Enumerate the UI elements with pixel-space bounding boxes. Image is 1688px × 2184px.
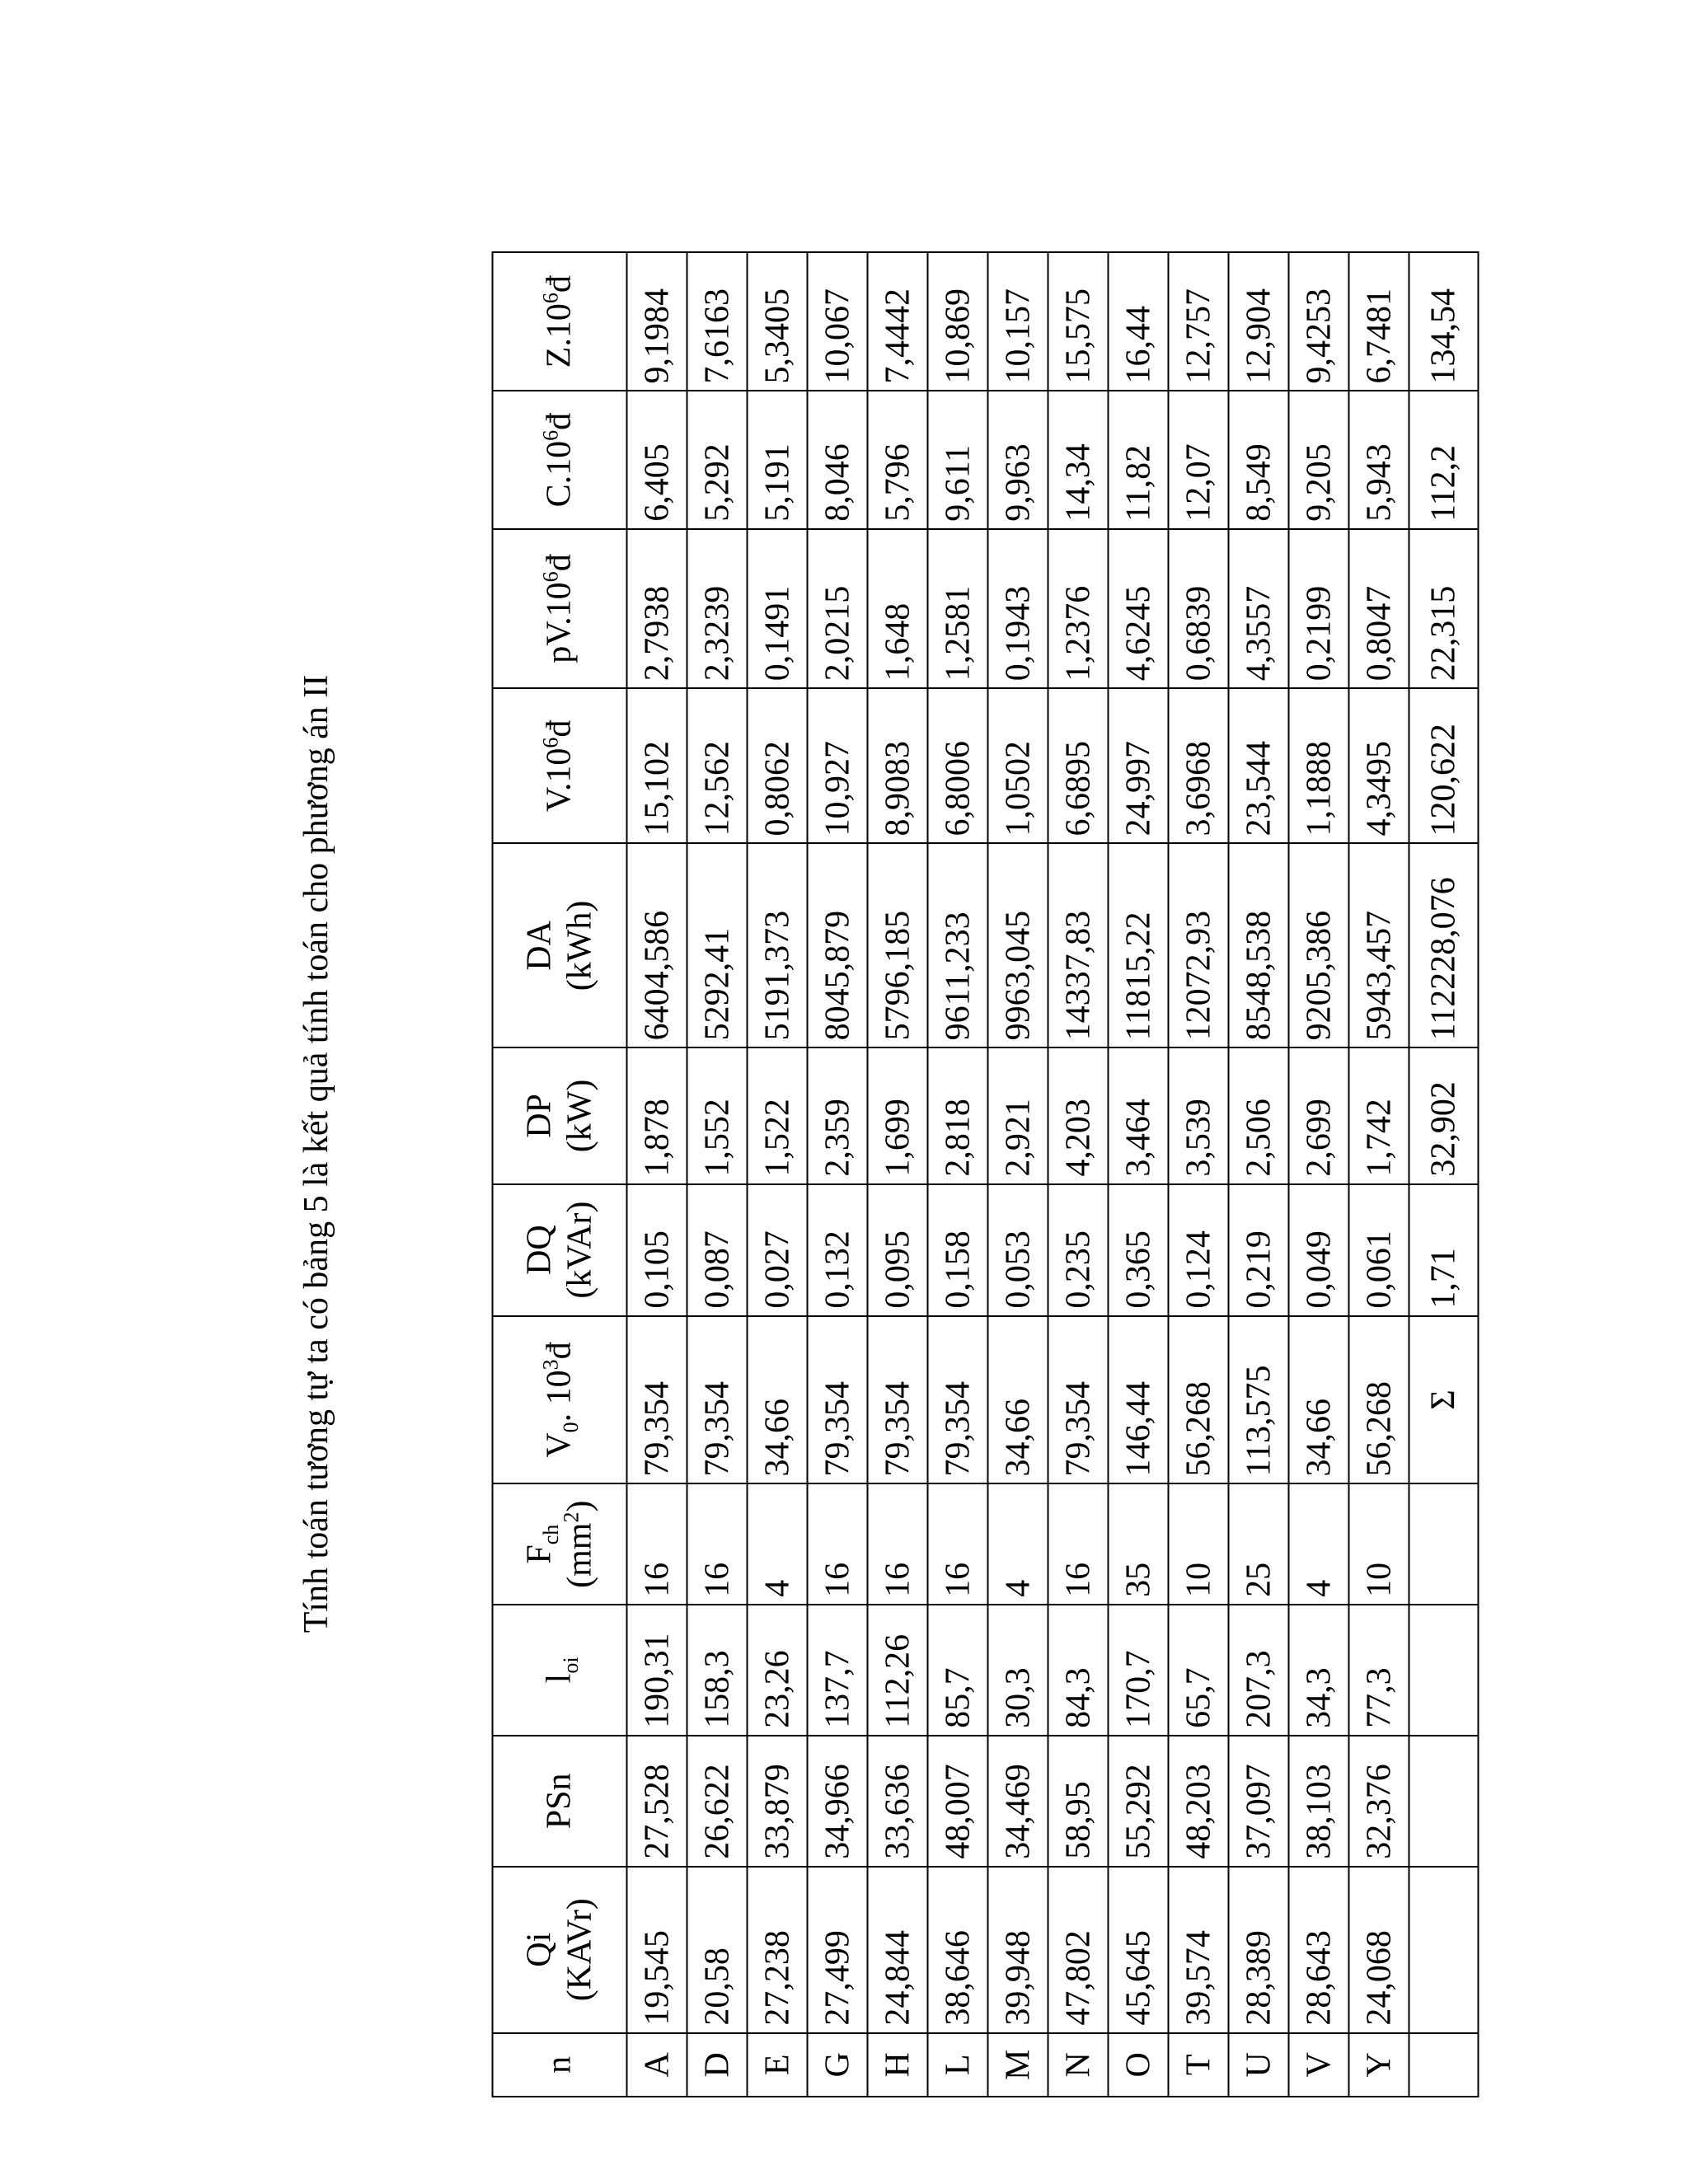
total-cell-v0: Σ <box>1409 1316 1479 1484</box>
cell-dp: 2,359 <box>808 1047 868 1183</box>
cell-dp: 2,818 <box>928 1047 988 1183</box>
cell-qi: 39,574 <box>1169 1867 1229 2033</box>
cell-v: 23,544 <box>1229 688 1289 843</box>
cell-fch: 16 <box>928 1483 988 1604</box>
cell-v0: 79,354 <box>627 1316 687 1484</box>
total-cell-dp: 32,902 <box>1409 1047 1479 1183</box>
table-row <box>868 252 928 2097</box>
cell-v: 24,997 <box>1109 688 1169 843</box>
cell-psn: 26,622 <box>687 1736 748 1867</box>
cell-dq: 0,049 <box>1289 1184 1349 1316</box>
table-caption: Tính toán tương tự ta có bảng 5 là kết quả tính toán cho phương án II <box>298 674 335 1633</box>
cell-fch: 35 <box>1109 1483 1169 1604</box>
cell-pv: 0,1943 <box>988 529 1048 688</box>
cell-da: 5292,41 <box>687 843 748 1047</box>
table-row <box>1289 252 1349 2097</box>
cell-pv: 0,8047 <box>1349 529 1409 688</box>
cell-c: 8,549 <box>1229 391 1289 528</box>
cell-dq: 0,087 <box>687 1184 748 1316</box>
cell-c: 12,07 <box>1169 391 1229 528</box>
cell-z: 10,869 <box>928 252 988 391</box>
table-row <box>1169 252 1229 2097</box>
cell-qi: 39,948 <box>988 1867 1048 2033</box>
cell-dp: 2,506 <box>1229 1047 1289 1183</box>
cell-da: 5943,457 <box>1349 843 1409 1047</box>
cell-qi: 27,238 <box>748 1867 808 2033</box>
header-v: $V.10^6đ$ <box>493 688 627 843</box>
cell-v: 3,6968 <box>1169 688 1229 843</box>
cell-da: 14337,83 <box>1048 843 1109 1047</box>
cell-da: 5796,185 <box>868 843 928 1047</box>
cell-fch: 10 <box>1169 1483 1229 1604</box>
cell-dp: 1,522 <box>748 1047 808 1183</box>
cell-z: 7,4442 <box>868 252 928 391</box>
cell-dq: 0,219 <box>1229 1184 1289 1316</box>
cell-qi: 24,844 <box>868 1867 928 2033</box>
cell-qi: 47,802 <box>1048 1867 1109 2033</box>
cell-c: 5,292 <box>687 391 748 528</box>
cell-psn: 58,95 <box>1048 1736 1109 1867</box>
cell-fch: 4 <box>748 1483 808 1604</box>
cell-loi: 23,26 <box>748 1605 808 1736</box>
cell-v0: 34,66 <box>748 1316 808 1484</box>
cell-dq: 0,158 <box>928 1184 988 1316</box>
cell-qi: 19,545 <box>627 1867 687 2033</box>
cell-n: M <box>988 2033 1048 2097</box>
cell-pv: 4,6245 <box>1109 529 1169 688</box>
cell-c: 14,34 <box>1048 391 1109 528</box>
header-pv: $pV.10^6đ$ <box>493 529 627 688</box>
cell-dq: 0,365 <box>1109 1184 1169 1316</box>
cell-dq: 0,053 <box>988 1184 1048 1316</box>
cell-psn: 32,376 <box>1349 1736 1409 1867</box>
header-qi: Qi (KAVr) <box>493 1867 627 2033</box>
cell-loi: 190,31 <box>627 1605 687 1736</box>
cell-n: U <box>1229 2033 1289 2097</box>
cell-pv: 4,3557 <box>1229 529 1289 688</box>
cell-psn: 55,292 <box>1109 1736 1169 1867</box>
cell-dq: 0,105 <box>627 1184 687 1316</box>
cell-v0: 113,575 <box>1229 1316 1289 1484</box>
cell-z: 15,575 <box>1048 252 1109 391</box>
cell-v0: 79,354 <box>808 1316 868 1484</box>
header-c: $C.10^6đ$ <box>493 391 627 528</box>
cell-v0: 56,268 <box>1349 1316 1409 1484</box>
cell-z: 10,067 <box>808 252 868 391</box>
cell-psn: 37,097 <box>1229 1736 1289 1867</box>
cell-z: 9,4253 <box>1289 252 1349 391</box>
cell-qi: 38,646 <box>928 1867 988 2033</box>
cell-fch: 10 <box>1349 1483 1409 1604</box>
total-cell-qi <box>1409 1867 1479 2033</box>
table-row <box>808 252 868 2097</box>
total-cell-z: 134,54 <box>1409 252 1479 391</box>
cell-v0: 146,44 <box>1109 1316 1169 1484</box>
cell-z: 10,157 <box>988 252 1048 391</box>
cell-z: 5,3405 <box>748 252 808 391</box>
header-z: $Z.10^6đ$ <box>493 252 627 391</box>
cell-v0: 34,66 <box>988 1316 1048 1484</box>
header-da: DA (kWh) <box>493 843 627 1047</box>
cell-n: A <box>627 2033 687 2097</box>
table-row <box>1229 252 1289 2097</box>
cell-qi: 27,499 <box>808 1867 868 2033</box>
cell-da: 12072,93 <box>1169 843 1229 1047</box>
cell-qi: 20,58 <box>687 1867 748 2033</box>
cell-v0: 79,354 <box>1048 1316 1109 1484</box>
cell-v: 15,102 <box>627 688 687 843</box>
total-cell-n <box>1409 2033 1479 2097</box>
cell-z: 7,6163 <box>687 252 748 391</box>
cell-c: 9,611 <box>928 391 988 528</box>
total-cell-da: 112228,076 <box>1409 843 1479 1047</box>
cell-psn: 33,636 <box>868 1736 928 1867</box>
cell-n: E <box>748 2033 808 2097</box>
results-table <box>492 251 1479 2097</box>
cell-fch: 16 <box>1048 1483 1109 1604</box>
cell-n: O <box>1109 2033 1169 2097</box>
cell-c: 5,191 <box>748 391 808 528</box>
cell-qi: 24,068 <box>1349 1867 1409 2033</box>
total-cell-v: 120,622 <box>1409 688 1479 843</box>
cell-loi: 137,7 <box>808 1605 868 1736</box>
cell-fch: 16 <box>868 1483 928 1604</box>
cell-pv: 2,7938 <box>627 529 687 688</box>
cell-loi: 158,3 <box>687 1605 748 1736</box>
cell-psn: 48,007 <box>928 1736 988 1867</box>
cell-dp: 1,699 <box>868 1047 928 1183</box>
header-v0: $V_0$. $10^3đ$ <box>493 1316 627 1484</box>
total-cell-fch <box>1409 1483 1479 1604</box>
cell-v0: 34,66 <box>1289 1316 1349 1484</box>
cell-c: 5,943 <box>1349 391 1409 528</box>
cell-pv: 0,6839 <box>1169 529 1229 688</box>
cell-dp: 1,878 <box>627 1047 687 1183</box>
cell-psn: 38,103 <box>1289 1736 1349 1867</box>
cell-da: 9963,045 <box>988 843 1048 1047</box>
cell-pv: 0,1491 <box>748 529 808 688</box>
cell-dp: 1,742 <box>1349 1047 1409 1183</box>
cell-v: 0,8062 <box>748 688 808 843</box>
cell-dq: 0,027 <box>748 1184 808 1316</box>
cell-c: 9,205 <box>1289 391 1349 528</box>
cell-v0: 56,268 <box>1169 1316 1229 1484</box>
cell-z: 12,757 <box>1169 252 1229 391</box>
cell-v: 1,1888 <box>1289 688 1349 843</box>
total-cell-psn <box>1409 1736 1479 1867</box>
cell-v: 6,6895 <box>1048 688 1109 843</box>
table-row <box>1048 252 1109 2097</box>
cell-fch: 16 <box>808 1483 868 1604</box>
cell-n: G <box>808 2033 868 2097</box>
cell-psn: 34,469 <box>988 1736 1048 1867</box>
cell-c: 9,963 <box>988 391 1048 528</box>
cell-fch: 25 <box>1229 1483 1289 1604</box>
cell-dp: 1,552 <box>687 1047 748 1183</box>
cell-loi: 34,3 <box>1289 1605 1349 1736</box>
cell-da: 11815,22 <box>1109 843 1169 1047</box>
cell-n: D <box>687 2033 748 2097</box>
cell-v: 10,927 <box>808 688 868 843</box>
cell-z: 12,904 <box>1229 252 1289 391</box>
cell-dp: 4,203 <box>1048 1047 1109 1183</box>
cell-v: 12,562 <box>687 688 748 843</box>
cell-v: 1,0502 <box>988 688 1048 843</box>
header-dq: DQ (kVAr) <box>493 1184 627 1316</box>
cell-fch: 16 <box>627 1483 687 1604</box>
header-row <box>493 252 627 2097</box>
cell-n: H <box>868 2033 928 2097</box>
cell-pv: 1,648 <box>868 529 928 688</box>
cell-dq: 0,132 <box>808 1184 868 1316</box>
results-table-rotated <box>492 251 1477 2097</box>
cell-fch: 4 <box>988 1483 1048 1604</box>
cell-c: 8,046 <box>808 391 868 528</box>
cell-da: 9611,233 <box>928 843 988 1047</box>
cell-qi: 45,645 <box>1109 1867 1169 2033</box>
cell-z: 16,44 <box>1109 252 1169 391</box>
cell-v: 6,8006 <box>928 688 988 843</box>
cell-z: 6,7481 <box>1349 252 1409 391</box>
table-row <box>988 252 1048 2097</box>
cell-dp: 3,464 <box>1109 1047 1169 1183</box>
cell-pv: 2,0215 <box>808 529 868 688</box>
cell-loi: 85,7 <box>928 1605 988 1736</box>
cell-pv: 0,2199 <box>1289 529 1349 688</box>
total-cell-loi <box>1409 1605 1479 1736</box>
cell-loi: 30,3 <box>988 1605 1048 1736</box>
cell-n: Y <box>1349 2033 1409 2097</box>
cell-n: T <box>1169 2033 1229 2097</box>
cell-n: N <box>1048 2033 1109 2097</box>
header-dp: DP (kW) <box>493 1047 627 1183</box>
cell-da: 8548,538 <box>1229 843 1289 1047</box>
table-row <box>1349 252 1409 2097</box>
header-n: n <box>493 2033 627 2097</box>
cell-dp: 2,921 <box>988 1047 1048 1183</box>
cell-v0: 79,354 <box>868 1316 928 1484</box>
cell-pv: 2,3239 <box>687 529 748 688</box>
cell-v0: 79,354 <box>928 1316 988 1484</box>
cell-loi: 170,7 <box>1109 1605 1169 1736</box>
cell-n: V <box>1289 2033 1349 2097</box>
cell-pv: 1,2376 <box>1048 529 1109 688</box>
cell-psn: 34,966 <box>808 1736 868 1867</box>
cell-v: 4,3495 <box>1349 688 1409 843</box>
cell-c: 11,82 <box>1109 391 1169 528</box>
cell-loi: 65,7 <box>1169 1605 1229 1736</box>
cell-loi: 112,26 <box>868 1605 928 1736</box>
cell-da: 6404,586 <box>627 843 687 1047</box>
cell-da: 5191,373 <box>748 843 808 1047</box>
cell-psn: 33,879 <box>748 1736 808 1867</box>
cell-dp: 3,539 <box>1169 1047 1229 1183</box>
total-cell-dq: 1,71 <box>1409 1184 1479 1316</box>
cell-loi: 77,3 <box>1349 1605 1409 1736</box>
cell-psn: 48,203 <box>1169 1736 1229 1867</box>
cell-qi: 28,389 <box>1229 1867 1289 2033</box>
cell-pv: 1,2581 <box>928 529 988 688</box>
cell-fch: 4 <box>1289 1483 1349 1604</box>
total-cell-pv: 22,315 <box>1409 529 1479 688</box>
cell-loi: 207,3 <box>1229 1605 1289 1736</box>
table-row <box>748 252 808 2097</box>
header-loi: $l_{oi}$ <box>493 1605 627 1736</box>
cell-n: L <box>928 2033 988 2097</box>
cell-dq: 0,124 <box>1169 1184 1229 1316</box>
cell-c: 5,796 <box>868 391 928 528</box>
cell-c: 6,405 <box>627 391 687 528</box>
cell-z: 9,1984 <box>627 252 687 391</box>
cell-v: 8,9083 <box>868 688 928 843</box>
cell-dq: 0,061 <box>1349 1184 1409 1316</box>
table-row <box>928 252 988 2097</box>
total-cell-c: 112,2 <box>1409 391 1479 528</box>
cell-da: 9205,386 <box>1289 843 1349 1047</box>
table-row <box>687 252 748 2097</box>
cell-loi: 84,3 <box>1048 1605 1109 1736</box>
header-psn: PSn <box>493 1736 627 1867</box>
cell-dq: 0,235 <box>1048 1184 1109 1316</box>
cell-qi: 28,643 <box>1289 1867 1349 2033</box>
cell-psn: 27,528 <box>627 1736 687 1867</box>
cell-dq: 0,095 <box>868 1184 928 1316</box>
total-row <box>1409 252 1479 2097</box>
header-fch: $F_{ch}$ $(mm^2)$ <box>493 1483 627 1604</box>
cell-v0: 79,354 <box>687 1316 748 1484</box>
table-row <box>1109 252 1169 2097</box>
cell-fch: 16 <box>687 1483 748 1604</box>
cell-dp: 2,699 <box>1289 1047 1349 1183</box>
table-row <box>627 252 687 2097</box>
cell-da: 8045,879 <box>808 843 868 1047</box>
